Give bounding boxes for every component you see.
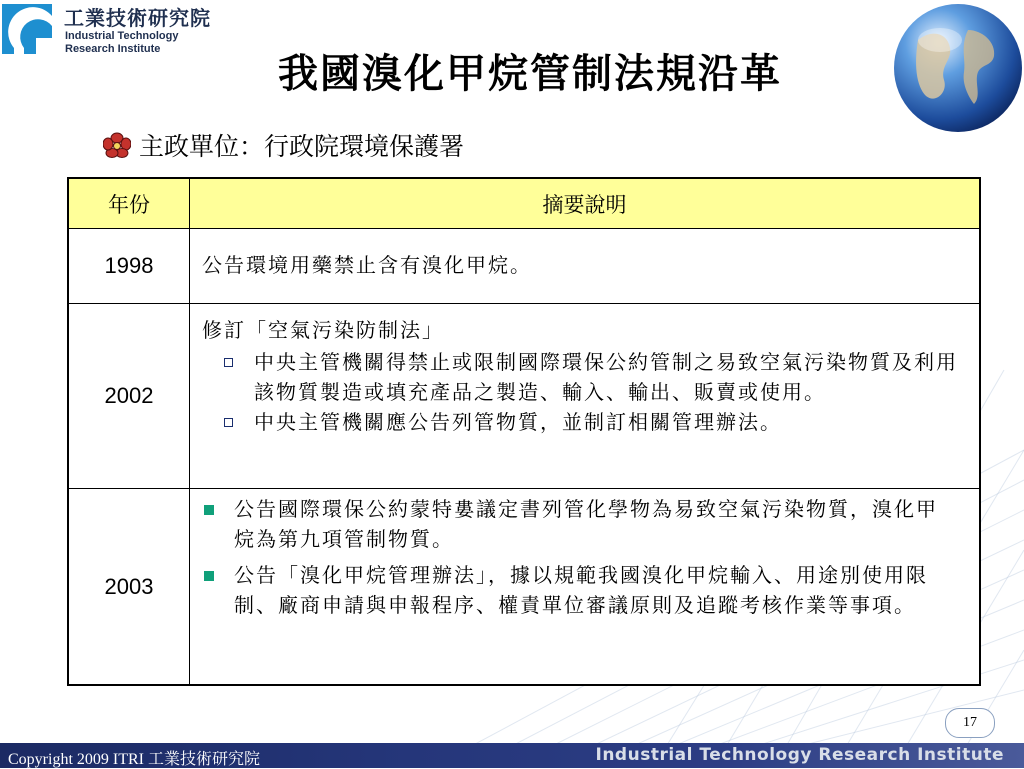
subtitle xyxy=(103,127,464,163)
list-item-text: 公告「溴化甲烷管理辦法」，據以規範我國溴化甲烷輸入、用途別使用限制、廠商申請與申報程序、權責單位審議原則及追蹤考核作業等事項。 xyxy=(234,563,928,617)
bullet-list xyxy=(202,494,955,626)
flower-bullet-icon xyxy=(103,132,131,158)
itri-logo-mark-icon xyxy=(2,4,52,54)
square-bullet-icon xyxy=(204,571,214,581)
logo-name-en-line1: Industrial Technology xyxy=(65,30,179,42)
table-header-row xyxy=(69,179,979,229)
page-number: 17 xyxy=(945,708,995,738)
list-item xyxy=(224,407,961,437)
sub-bullet-list xyxy=(224,347,961,437)
globe-icon xyxy=(878,0,1024,140)
summary-cell xyxy=(190,228,979,303)
header-summary: 摘要說明 xyxy=(542,192,627,217)
list-item xyxy=(202,560,955,620)
list-item-text: 公告國際環保公約蒙特婁議定書列管化學物為易致空氣污染物質，溴化甲烷為第九項管制物質。 xyxy=(234,497,938,551)
table-row xyxy=(69,228,979,304)
list-item-text: 中央主管機關得禁止或限制國際環保公約管制之易致空氣污染物質及利用該物質製造或填充產品之製造、輸入、輸出、販賣或使用。 xyxy=(254,350,958,404)
footer-copyright: Copyright 2009 ITRI 工業技術研究院 xyxy=(8,751,260,768)
table-row xyxy=(69,303,979,489)
list-item xyxy=(224,347,961,407)
regulation-history-table xyxy=(67,177,981,686)
list-item-text: 中央主管機關應公告列管物質，並制訂相關管理辦法。 xyxy=(254,410,782,434)
subtitle-text: 主政單位：行政院環境保護署 xyxy=(139,132,465,161)
summary-text: 公告環境用藥禁止含有溴化甲烷。 xyxy=(202,253,532,277)
logo-name-zh: 工業技術研究院 xyxy=(64,6,211,30)
square-bullet-icon xyxy=(204,505,214,515)
footer-institute-name: Industrial Technology Research Institute xyxy=(595,745,1004,765)
table-row xyxy=(69,488,979,686)
year-cell: 1998 xyxy=(69,228,190,303)
year-cell: 2002 xyxy=(69,303,190,488)
list-item xyxy=(202,494,955,554)
year-cell: 2003 xyxy=(69,488,190,686)
page-title: 我國溴化甲烷管制法規沿革 xyxy=(278,51,782,97)
summary-cell xyxy=(190,488,979,686)
logo-name-en-line2: Research Institute xyxy=(65,43,161,55)
summary-intro: 修訂「空氣污染防制法」 xyxy=(202,318,444,342)
hollow-square-bullet-icon xyxy=(224,358,233,367)
hollow-square-bullet-icon xyxy=(224,418,233,427)
summary-cell xyxy=(190,303,979,488)
footer-bar xyxy=(0,743,1024,768)
header-year: 年份 xyxy=(69,179,190,228)
